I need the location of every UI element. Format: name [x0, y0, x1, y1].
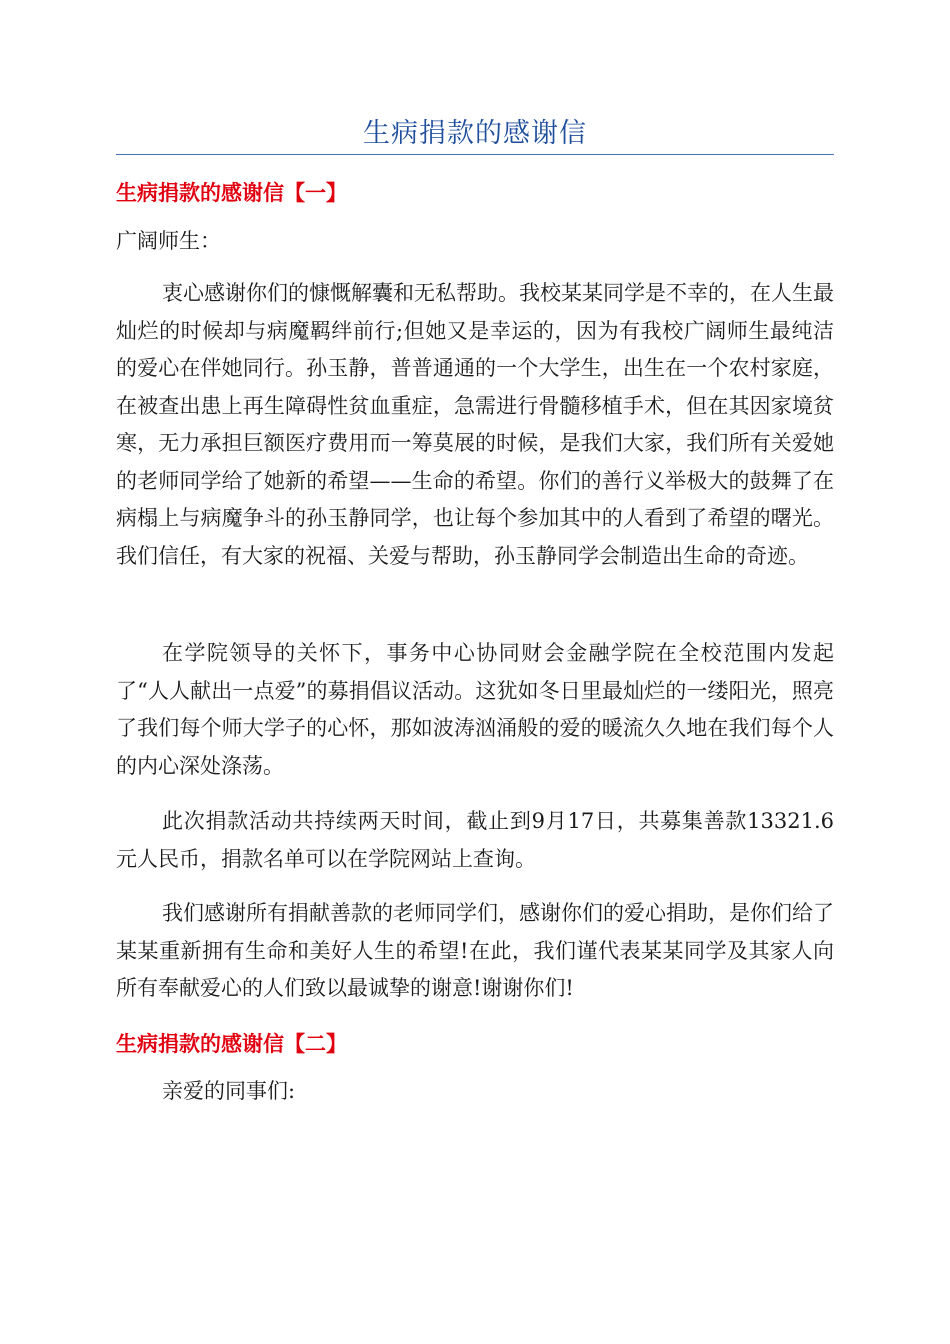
document-title: 生病捐款的感谢信: [363, 118, 587, 149]
title-underline: [116, 154, 834, 155]
paragraph-3: 此次捐款活动共持续两天时间，截止到9月17日，共募集善款13321.6元人民币，捐款名单可以在学院网站上查询。: [116, 809, 834, 871]
section-heading-1: 生病捐款的感谢信【一】: [116, 181, 347, 205]
salutation-2: 亲爱的同事们:: [162, 1079, 296, 1103]
paragraph-2: 在学院领导的关怀下，事务中心协同财会金融学院在全校范围内发起了“人人献出一点爱”的募捐倡议活动。这犹如冬日里最灿烂的一缕阳光，照亮了我们每个师大学子的心怀，那如波涛汹涌般的爱的暖流久久地在我们每个人的内心深处涤荡。: [116, 641, 834, 778]
paragraph-1: 衷心感谢你们的慷慨解囊和无私帮助。我校某某同学是不幸的，在人生最灿烂的时候却与病魔羁绊前行;但她又是幸运的，因为有我校广阔师生最纯洁的爱心在伴她同行。孙玉静，普普通通的一个大学生，出生在一个农村家庭，在被查出患上再生障碍性贫血重症，急需进行骨髓移植手术，但在其因家境贫寒，无力承担巨额医疗费用而一筹莫展的时候，是我们大家，我们所有关爱她的老师同学给了她新的希望——生命的希望。你们的善行义举极大的鼓舞了在病榻上与病魔争斗的孙玉静同学，也让每个参加其中的人看到了希望的曙光。我们信任，有大家的祝福、关爱与帮助，孙玉静同学会制造出生命的奇迹。: [116, 281, 834, 568]
section-heading-2: 生病捐款的感谢信【二】: [116, 1032, 347, 1056]
salutation-1: 广阔师生：: [116, 229, 221, 253]
paragraph-4: 我们感谢所有捐献善款的老师同学们，感谢你们的爱心捐助，是你们给了某某重新拥有生命和美好人生的希望!在此，我们谨代表某某同学及其家人向所有奉献爱心的人们致以最诚挚的谢意!谢谢你们!: [116, 901, 834, 1000]
